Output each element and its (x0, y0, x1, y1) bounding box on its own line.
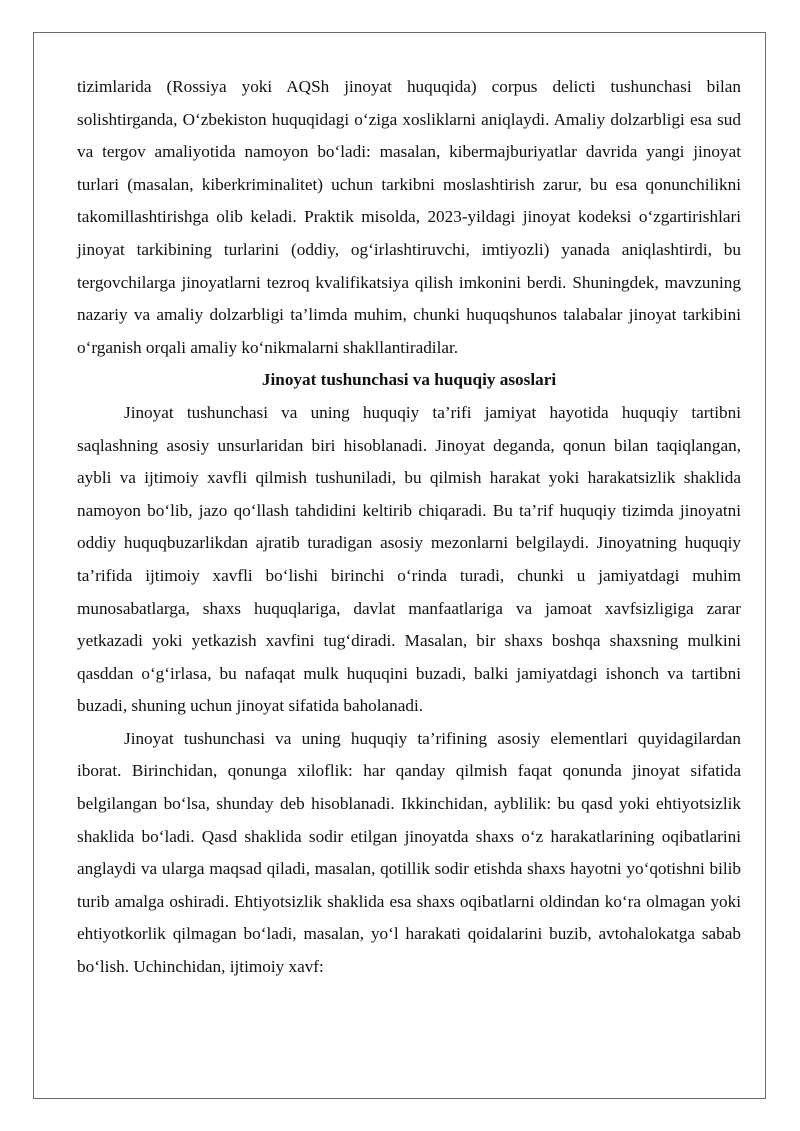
paragraph-crime-elements: Jinoyat tushunchasi va uning huquqiy ta’rifining asosiy elementlari quyidagilardan iborat. Birinchidan, qonunga xiloflik: har qanday qilmish faqat qonunda jinoyat sifatida belgilangan bo‘lsa, shunday deb hisoblanadi. Ikkinchidan, ayblilik: bu qasd yoki ehtiyotsizlik shaklida bo‘ladi. Qasd shaklida sodir etilgan jinoyatda shaxs o‘z harakatlarining oqibatlarini anglaydi va ularga maqsad qiladi, masalan, qotillik sodir etishda shaxs hayotni yo‘qotishni bilib turib amalga oshiradi. Ehtiyotsizlik shaklida esa shaxs oqibatlarni oldindan ko‘ra olmagan yoki ehtiyotkorlik qilmagan bo‘ladi, masalan, yo‘l harakati qoidalarini buzib, avtohalokatga sabab bo‘lish. Uchinchidan, ijtimoiy xavf: (77, 728, 741, 977)
section-heading: Jinoyat tushunchasi va huquqiy asoslari (261, 370, 557, 390)
document-body (77, 71, 741, 984)
paragraph-continuation: tizimlarida (Rossiya yoki AQSh jinoyat huquqida) corpus delicti tushunchasi bilan solishtirganda, O‘zbekiston huquqidagi o‘ziga xosliklarni aniqlaydi. Amaliy dolzarbligi esa sud va tergov amaliyotida namoyon bo‘ladi: masalan, kibermajburiyatlar davrida yangi jinoyat turlari (masalan, kiberkriminalitet) uchun tarkibni moslashtirish zarur, bu esa qonunchilikni takomillashtirishga olib keladi. Praktik misolda, 2023-yildagi jinoyat kodeksi o‘zgartirishlari jinoyat tarkibining turlarini (oddiy, og‘irlashtiruvchi, imtiyozli) yanada aniqlashtirdi, bu tergovchilarga jinoyatlarni tezroq kvalifikatsiya qilish imkonini berdi. Shuningdek, mavzuning nazariy va amaliy dolzarbligi ta’limda muhim, chunki huquqshunos talabalar jinoyat tarkibini o‘rganish orqali amaliy ko‘nikmalarni shakllantiradilar. (77, 77, 741, 357)
paragraph-crime-definition: Jinoyat tushunchasi va uning huquqiy ta’rifi jamiyat hayotida huquqiy tartibni saqlashning asosiy unsurlaridan biri hisoblanadi. Jinoyat deganda, qonun bilan taqiqlangan, aybli va ijtimoiy xavfli qilmish tushuniladi, bu qilmish harakat yoki harakatsizlik shaklida namoyon bo‘lib, jazo qo‘llash tahdidini keltirib chiqaradi. Bu ta’rif huquqiy tizimda jinoyatni oddiy huquqbuzarlikdan ajratib turadigan asosiy mezonlarni belgilaydi. Jinoyatning huquqiy ta’rifida ijtimoiy xavfli bo‘lishi birinchi o‘rinda turadi, chunki u jamiyatdagi muhim munosabatlarga, shaxs huquqlariga, davlat manfaatlariga va jamoat xavfsizligiga zarar yetkazadi yoki yetkazish xavfini tug‘diradi. Masalan, bir shaxs boshqa shaxsning mulkini qasddan o‘g‘irlasa, bu nafaqat mulk huquqini buzadi, balki jamiyatdagi ishonch va tartibni buzadi, shuning uchun jinoyat sifatida baholanadi. (77, 402, 741, 716)
